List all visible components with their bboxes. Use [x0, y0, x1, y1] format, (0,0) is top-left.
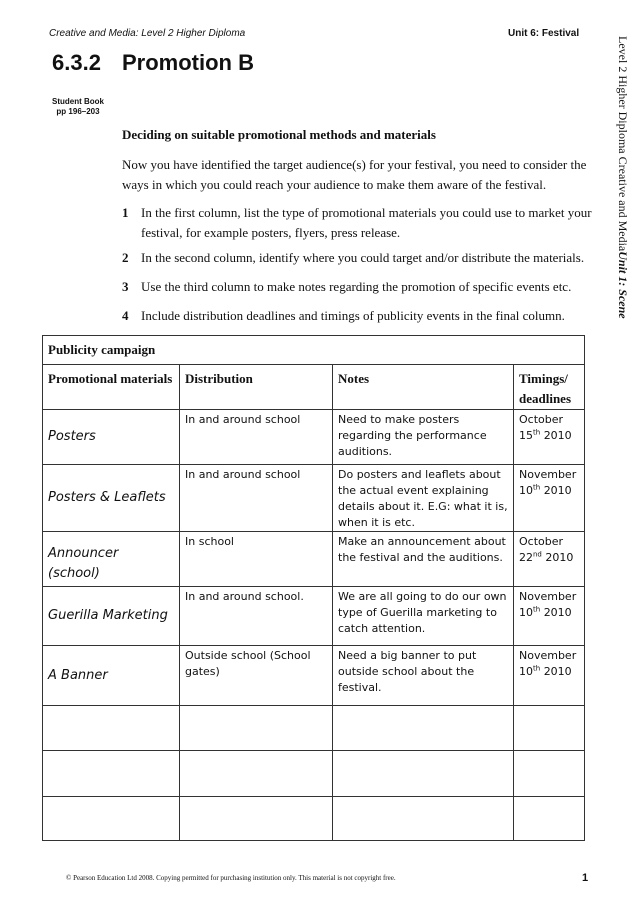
step-text: In the first column, list the type of promotional materials you could use to market your festival, for example posters, flyers, press release. [141, 205, 592, 240]
step-number: 2 [122, 250, 129, 265]
intro-paragraph: Now you have identified the target audience(s) for your festival, you need to consider the ways in which you could reach your audience to make them aware of the festival. [122, 157, 587, 192]
cell-timing [514, 410, 585, 465]
table-title: Publicity campaign [43, 336, 585, 365]
step-4 [122, 306, 592, 326]
step-number: 1 [122, 205, 129, 220]
side-banner [615, 36, 630, 319]
timing-suffix: th [533, 605, 541, 614]
timing-year: 2010 [543, 665, 572, 678]
empty-cell [333, 706, 514, 751]
step-text: In the second column, identify where you could target and/or distribute the materials. [141, 250, 585, 265]
running-header-right: Unit 6: Festival [508, 28, 580, 39]
header-timings: Timings/ deadlines [514, 365, 585, 410]
empty-cell [43, 751, 180, 797]
cell-material: Posters & Leaflets [43, 465, 180, 532]
publicity-campaign-table [42, 335, 585, 841]
student-book-reference [50, 97, 106, 117]
timing-day: 22 [519, 551, 533, 564]
timing-year: 2010 [543, 484, 572, 497]
timing-month: November [519, 649, 577, 662]
empty-cell [333, 751, 514, 797]
step-text: Include distribution deadlines and timings of publicity events in the final column. [141, 308, 565, 323]
section-number: 6.3.2 [52, 50, 101, 75]
timing-year: 2010 [545, 551, 574, 564]
page-number: 1 [582, 872, 589, 884]
cell-timing [514, 465, 585, 532]
timing-suffix: th [533, 664, 541, 673]
subheading: Deciding on suitable promotional methods and materials [122, 127, 436, 142]
step-number: 3 [122, 279, 129, 294]
table-row [43, 465, 585, 532]
cell-material: A Banner [43, 646, 180, 706]
section-title: Promotion B [122, 50, 254, 75]
timing-suffix: th [533, 483, 541, 492]
timing-day: 10 [519, 484, 533, 497]
side-banner-main: Level 2 Higher Diploma Creative and Media [616, 36, 630, 252]
step-number: 4 [122, 308, 129, 323]
timing-month: October [519, 535, 564, 548]
step-text: Use the third column to make notes regarding the promotion of specific events etc. [141, 279, 572, 294]
cell-distribution: Outside school (School gates) [180, 646, 333, 706]
header-materials: Promotional materials [43, 365, 180, 410]
timing-day: 15 [519, 429, 533, 442]
cell-notes: Need a big banner to put outside school about the festival. [333, 646, 514, 706]
cell-timing [514, 532, 585, 587]
timing-month: November [519, 468, 577, 481]
table-row [43, 410, 585, 465]
side-banner-unit: Unit 1: Scene [616, 251, 630, 319]
empty-cell [514, 751, 585, 797]
cell-notes: We are all going to do our own type of Guerilla marketing to catch attention. [333, 587, 514, 646]
cell-distribution: In and around school [180, 465, 333, 532]
table-row [43, 646, 585, 706]
empty-table-row [43, 706, 585, 751]
step-1 [122, 203, 592, 243]
cell-distribution: In and around school [180, 410, 333, 465]
timing-suffix: nd [533, 550, 542, 559]
cell-distribution: In and around school. [180, 587, 333, 646]
timing-day: 10 [519, 606, 533, 619]
copyright-footer: © Pearson Education Ltd 2008. Copying permitted for purchasing institution only. This material is not copyright free. [66, 874, 396, 882]
cell-notes: Do posters and leaflets about the actual event explaining details about it. E.G: what it is, when it is etc. [333, 465, 514, 532]
table-row [43, 532, 585, 587]
running-header-left: Creative and Media: Level 2 Higher Diploma [49, 28, 246, 39]
timing-month: November [519, 590, 577, 603]
empty-table-row [43, 797, 585, 841]
cell-notes: Make an announcement about the festival and the auditions. [333, 532, 514, 587]
header-distribution: Distribution [180, 365, 333, 410]
empty-cell [43, 706, 180, 751]
empty-cell [514, 706, 585, 751]
step-3 [122, 277, 592, 297]
cell-material: Posters [43, 410, 180, 465]
cell-notes: Need to make posters regarding the performance auditions. [333, 410, 514, 465]
timing-day: 10 [519, 665, 533, 678]
cell-timing [514, 587, 585, 646]
cell-timing [514, 646, 585, 706]
book-ref-line1: Student Book [52, 97, 104, 106]
empty-cell [514, 797, 585, 841]
timing-month: October [519, 413, 564, 426]
cell-material: Announcer (school) [43, 532, 180, 587]
timing-year: 2010 [543, 606, 572, 619]
step-2 [122, 248, 592, 268]
empty-cell [43, 797, 180, 841]
timing-year: 2010 [543, 429, 572, 442]
empty-table-row [43, 751, 585, 797]
book-ref-line2: pp 196–203 [56, 107, 100, 116]
timing-suffix: th [533, 428, 541, 437]
empty-cell [180, 751, 333, 797]
empty-cell [333, 797, 514, 841]
table-row [43, 587, 585, 646]
empty-cell [180, 797, 333, 841]
cell-distribution: In school [180, 532, 333, 587]
cell-material: Guerilla Marketing [43, 587, 180, 646]
header-notes: Notes [333, 365, 514, 410]
empty-cell [180, 706, 333, 751]
